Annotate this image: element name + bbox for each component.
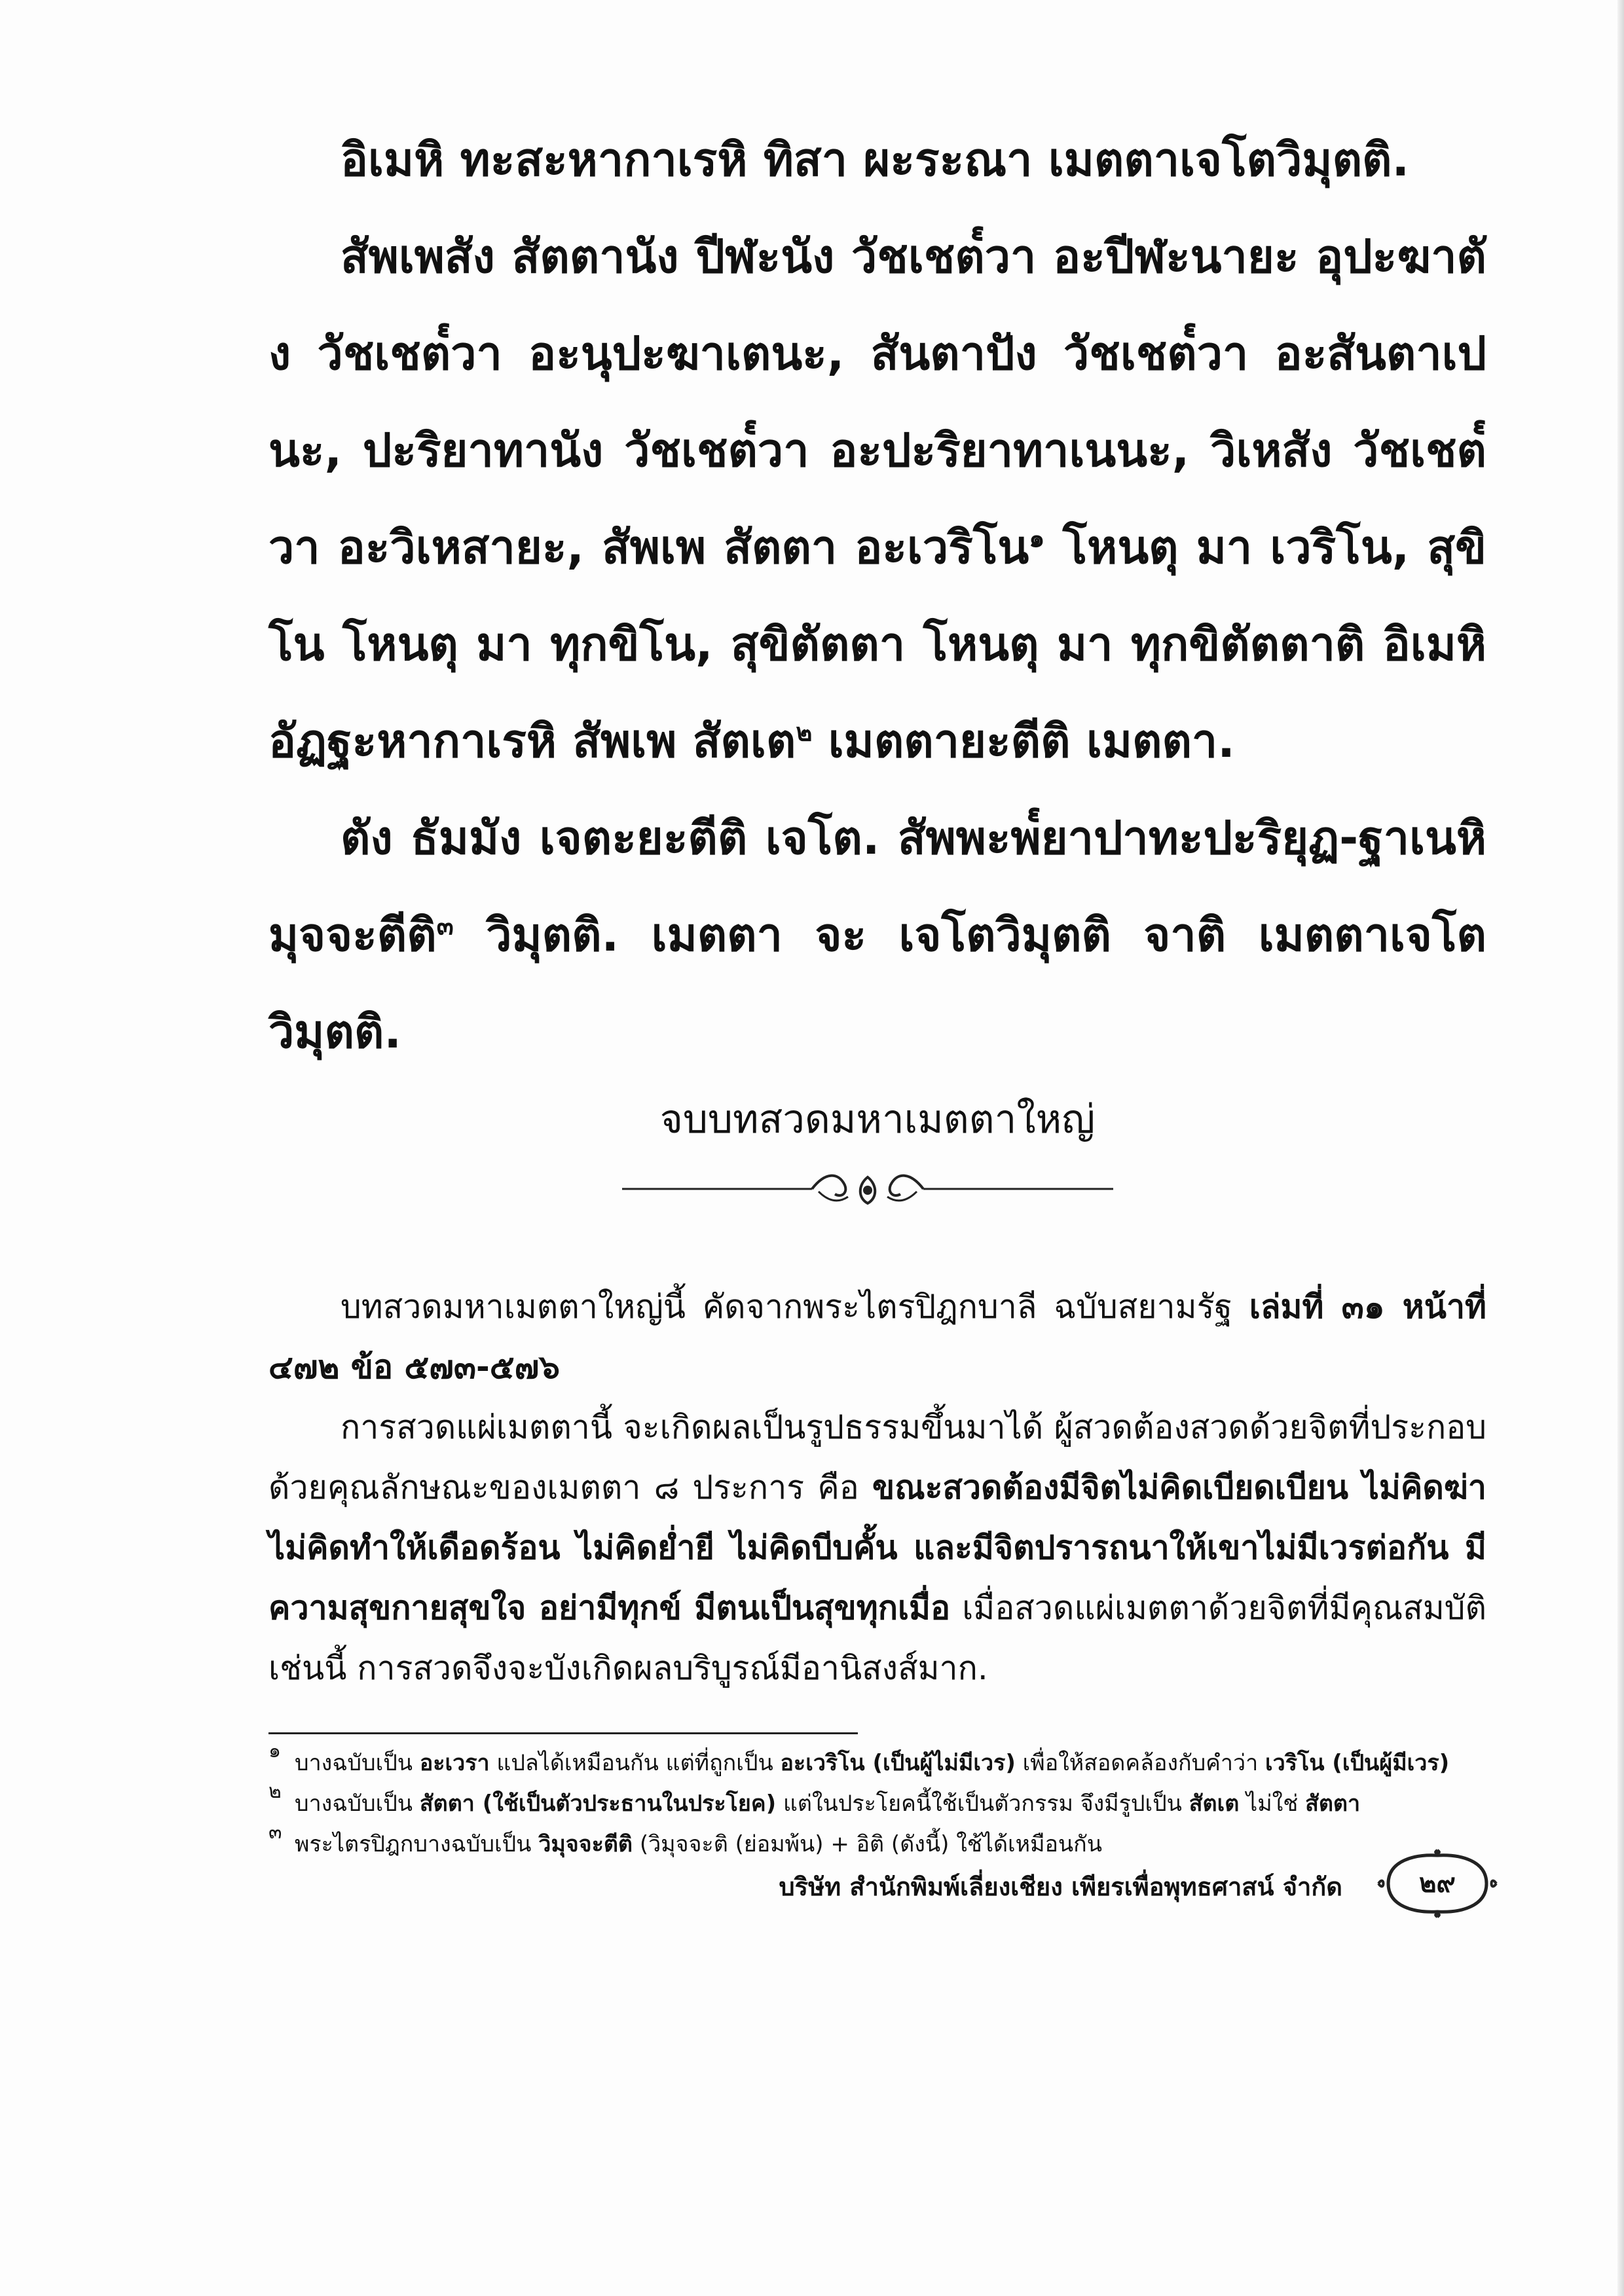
footnote-text: แต่ในประโยคนี้ใช้เป็นตัวกรรม จึงมีรูปเป็น (776, 1791, 1189, 1817)
footnote-text: บางฉบับเป็น (295, 1750, 420, 1776)
footnote-separator (268, 1732, 858, 1734)
footnote-number: ๑ (268, 1740, 282, 1762)
footnote-bold: อะเวรา (419, 1750, 490, 1776)
footnote-marker-2: ๒ (796, 718, 813, 747)
footnote-bold: อะเวริโน (เป็นผู้ไม่มีเวร) (780, 1750, 1016, 1776)
footnote-text: (วิมุจจะติ (ย่อมพ้น) + อิติ (ดังนี้) ใช้ได้เหมือนกัน (633, 1831, 1102, 1857)
footnote-1 (268, 1740, 1486, 1783)
pali-paragraph-1-text: อิเมหิ ทะสะหากาเรหิ ทิสา ผะระณา เมตตาเจโตวิมุตติ. (341, 133, 1410, 187)
note-paragraph-2 (268, 1397, 1486, 1698)
pali-paragraph-3 (268, 790, 1486, 1080)
pali-paragraph-1 (268, 111, 1486, 208)
footnote-text: แปลได้เหมือนกัน แต่ที่ถูกเป็น (489, 1750, 781, 1776)
ornament-divider (622, 1165, 1113, 1211)
note-block (268, 1277, 1486, 1698)
footnote-2 (268, 1780, 1486, 1824)
publisher-name: บริษัท สำนักพิมพ์เลี่ยงเชียง เพียรเพื่อพุทธศาสน์ จำกัด (779, 1872, 1342, 1901)
page-number: ๒๙ (1419, 1868, 1456, 1899)
footnotes (268, 1740, 1486, 1865)
footnote-text: เพื่อให้สอดคล้องกับคำว่า (1015, 1750, 1265, 1776)
pali-paragraph-2-text-b: โหนตุ มา เวริโน, สุขิโน โหนตุ มา ทุกขิโน, สุขิตัตตา โหนตุ มา ทุกขิตัตตาติ อิเมหิ อัฏฐะหากาเรหิ สัพเพ สัตเต (268, 520, 1486, 768)
footnote-bold: เวริโน (เป็นผู้มีเวร) (1264, 1750, 1450, 1776)
end-title: จบบทสวดมหาเมตตาใหญ่ (659, 1097, 1096, 1142)
footnote-number: ๓ (268, 1821, 282, 1844)
pali-paragraph-3-text-b: วิมุตติ. เมตตา จะ เจโตวิมุตติ จาติ เมตตาเจโตวิมุตติ. (268, 908, 1486, 1059)
footnote-bold: สัตตา (1305, 1791, 1361, 1817)
footnote-bold: สัตเต (1189, 1791, 1240, 1817)
footnote-bold: สัตตา (ใช้เป็นตัวประธานในประโยค) (419, 1791, 777, 1817)
footnote-marker-1: ๑ (1029, 524, 1045, 553)
footnote-number: ๒ (268, 1780, 282, 1803)
footnote-text: พระไตรปิฎกบางฉบับเป็น (295, 1831, 539, 1857)
note-source-reference: เล่มที่ ๓๑ หน้าที่ ๔๗๒ ข้อ ๕๗๓-๕๗๖ (268, 1288, 1486, 1386)
note-paragraph-2-emphasis: ขณะสวดต้องมีจิตไม่คิดเบียดเบียน ไม่คิดฆ่า ไม่คิดทำให้เดือดร้อน ไม่คิดย่ำยี ไม่คิดบีบคั้น และมีจิตปรารถนาให้เขาไม่มีเวรต่อกัน มีความสุขกายสุขใจ อย่ามีทุกข์ มีตนเป็นสุขทุกเมื่อ (268, 1468, 1486, 1627)
pali-text-block (268, 111, 1486, 1080)
footnote-bold: วิมุจจะตีติ (538, 1831, 633, 1857)
note-paragraph-2-text-a: การสวดแผ่เมตตานี้ จะเกิดผลเป็นรูปธรรมขึ้นมาได้ ผู้สวดต้องสวดด้วยจิตที่ประกอบด้วยคุณลักษณะของเมตตา ๘ ประการ คือ (268, 1408, 1486, 1506)
pali-paragraph-2-text-c: เมตตายะตีติ เมตตา. (812, 714, 1235, 768)
pali-paragraph-2-text-a: สัพเพสัง สัตตานัง ปีฬะนัง วัชเชต๎วา อะปีฬะนายะ อุปะฆาตัง วัชเชต๎วา อะนุปะฆาเตนะ, สันตาปัง วัชเชต๎วา อะสันตาเปนะ, ปะริยาทานัง วัชเชต๎วา อะปะริยาทาเนนะ, วิเหสัง วัชเชต๎วา อะวิเหสายะ, สัพเพ สัตตา อะเวริโน (268, 230, 1486, 574)
note-source-text: บทสวดมหาเมตตาใหญ่นี้ คัดจากพระไตรปิฎกบาลี ฉบับสยามรัฐ (341, 1288, 1249, 1326)
footnote-3 (268, 1821, 1486, 1865)
footnote-text: ไม่ใช่ (1239, 1791, 1306, 1817)
pali-paragraph-2 (268, 208, 1486, 790)
footnote-text: บางฉบับเป็น (295, 1791, 420, 1817)
footnote-marker-3: ๓ (436, 911, 454, 941)
note-paragraph-2-text-b: เมื่อสวดแผ่เมตตาด้วยจิตที่มีคุณสมบัติเช่นนี้ การสวดจึงจะบังเกิดผลบริบูรณ์มีอานิสงส์มาก. (268, 1589, 1486, 1687)
pali-paragraph-3-text-a: ตัง ธัมมัง เจตะยะตีติ เจโต. สัพพะพ๎ยาปาทะปะริยุฏ-ฐาเนหิ มุจจะตีติ (268, 811, 1486, 962)
note-paragraph-1 (268, 1277, 1486, 1397)
page-edge-shadow (1617, 0, 1624, 2296)
